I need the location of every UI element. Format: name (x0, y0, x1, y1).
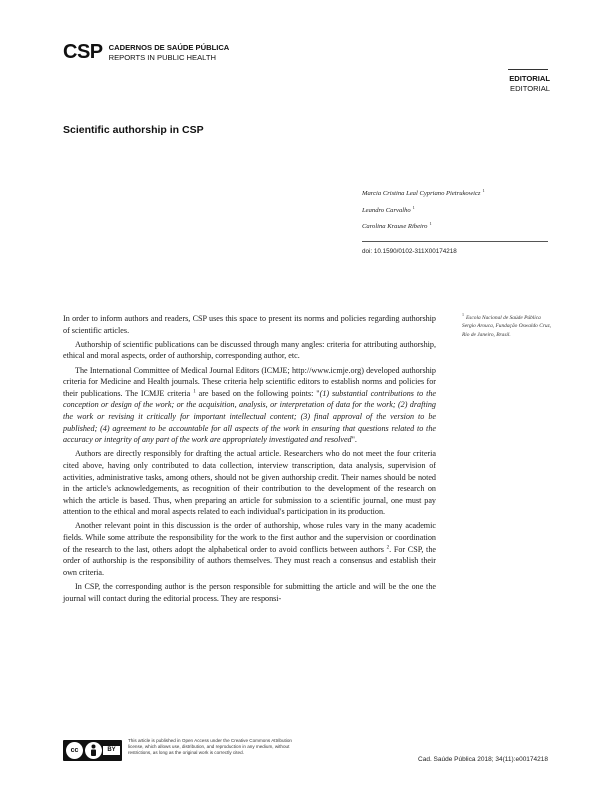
body-paragraph: Authorship of scientific publications can be discussed through many angles: criteria for attributing authorship, ethical and moral aspects, order of authorship, corresponding author, etc. (63, 339, 436, 361)
doi-link[interactable]: doi: 10.1590/0102-311X00174218 (362, 248, 457, 255)
page-footer (63, 740, 548, 764)
creative-commons-badge[interactable] (63, 740, 122, 761)
reference-marker[interactable]: 2 (386, 544, 390, 550)
section-rule (508, 69, 548, 70)
journal-mark: CSP (63, 41, 103, 63)
journal-logo (63, 42, 229, 63)
section-label-en: EDITORIAL (510, 84, 550, 93)
body-paragraph: In order to inform authors and readers, CSP uses this space to present its norms and policies regarding authorship of scientific articles. (63, 314, 436, 335)
author-affiliation: $^1$Escola Nacional de Saúde Pública Sergio Arouca, Fundação Oswaldo Cruz, Rio de Janeiro, Brasil. (462, 312, 552, 338)
attribution-person-icon (85, 742, 102, 759)
body-paragraph: In CSP, the corresponding author is the person responsible for submitting the article and will be the one the journal will contact during the editorial process. They are responsi- (63, 582, 436, 603)
cc-icon: cc (66, 742, 83, 759)
journal-name-en: REPORTS IN PUBLIC HEALTH (108, 53, 216, 62)
section-label-pt: EDITORIAL (509, 74, 550, 83)
author-item: Leandro Carvalho $^1$ (362, 204, 415, 214)
section-label (509, 74, 550, 94)
body-paragraph: Another relevant point in this discussion is the order of authorship, whose rules vary in the many academic fields. While some attribute the responsibility for the work to the first author and the supervision or coordination of the research to the last, others adopt the alphabetical order to avoid conflicts between authors $^2$. For CSP, the order of authorship is the responsibility of authors themselves. They must reach a consensus and establish their own criteria. (63, 521, 436, 577)
article-body (63, 313, 436, 604)
journal-name-pt: CADERNOS DE SAÚDE PÚBLICA (108, 43, 230, 52)
reference-marker[interactable]: 1 (193, 389, 196, 395)
author-item: Carolina Krause Ribeiro $^1$ (362, 221, 432, 231)
doi-rule (362, 241, 548, 242)
person-icon (88, 744, 99, 757)
author-item: Marcia Cristina Leal Cypriano Pietrukowicz $^1$ (362, 188, 485, 198)
citation-text: Cad. Saúde Pública 2018; 34(11):e00174218 (418, 756, 548, 763)
author-list (362, 184, 485, 234)
by-label: BY (103, 746, 120, 755)
body-paragraph: The International Committee of Medical Journal Editors (ICMJE; http://www.icmje.org) developed authorship criteria for Medicine and Health journals. These criteria help scientific editors to establish norms and policies for their publications. The ICMJE criteria $^1$ are based on the following points: "(1) substantial contributions to the conception or design of the work; or the acquisition, analysis, or interpretation of data for the work; (2) drafting the work or revising it critically for important intellectual content; (3) final approval of the version to be published; (4) agreement to be accountable for all aspects of the work in ensuring that questions related to the accuracy or integrity of any part of the work are appropriately investigated and resolved". (63, 365, 436, 445)
journal-name (109, 43, 230, 63)
article-title: Scientific authorship in CSP (63, 124, 204, 136)
body-paragraph: Authors are directly responsibly for drafting the actual article. Researchers who do not meet the four criteria cited above, having only contributed to data collection, interview transcription, data analysis, supervision of activities, administrative tasks, among others, should not be given authorship credit. Their names should be noted in the article's acknowledgements, as recognition of their contribution to the development of the research on which the article is based. Thus, when preparing an article for submission to a scientific journal, one must pay attention to the ethical and moral aspects related to each individual's participation in its production. (63, 449, 436, 517)
license-text: This article is published in Open Access under the Creative Commons Attribution license, which allows use, distribution, and reproduction in any medium, without restrictions, as long as the original work is correctly cited. (128, 738, 292, 755)
